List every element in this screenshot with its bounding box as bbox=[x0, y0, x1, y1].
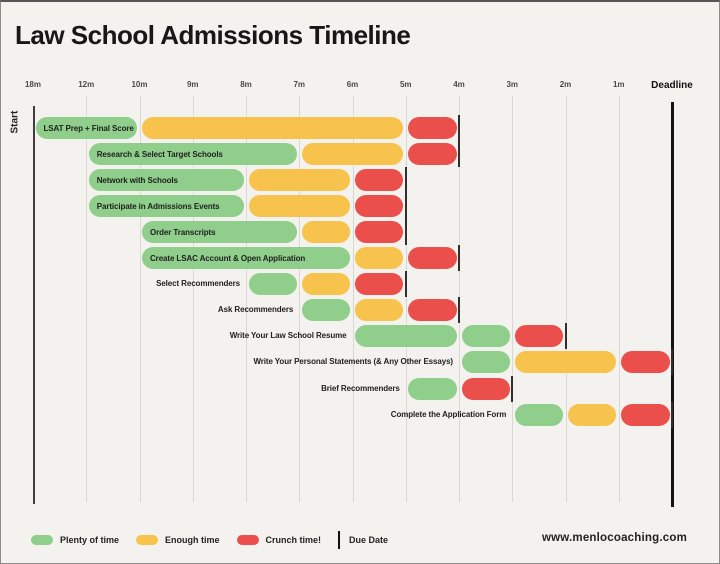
axis-tick-label: 3m bbox=[506, 80, 519, 89]
task-label: Participate in Admissions Events bbox=[96, 201, 220, 211]
axis-tick-label: 8m bbox=[240, 80, 252, 89]
axis-tick-label: 9m bbox=[186, 80, 199, 89]
bar-segment-green bbox=[89, 143, 297, 165]
bar-segment-green bbox=[142, 247, 350, 269]
bar-segment-green bbox=[515, 404, 563, 426]
task-label: Write Your Personal Statements (& Any Other Essays) bbox=[253, 357, 453, 367]
task-label: Write Your Law School Resume bbox=[229, 331, 347, 341]
axis-tick-label: 18m bbox=[24, 80, 41, 89]
due-date-tick bbox=[405, 193, 407, 219]
gridline bbox=[619, 96, 620, 502]
bar-segment-green bbox=[142, 221, 297, 243]
gridline bbox=[512, 96, 513, 502]
deadline-line bbox=[671, 102, 674, 507]
bar-segment-red bbox=[408, 117, 456, 139]
start-label: Start bbox=[9, 110, 21, 134]
axis-tick-label: 1m bbox=[612, 80, 625, 89]
due-date-tick bbox=[511, 376, 513, 402]
bar-segment-red bbox=[621, 351, 669, 373]
task-label: Brief Recommenders bbox=[321, 383, 400, 393]
bar-segment-green bbox=[249, 273, 297, 295]
bar-segment-red bbox=[355, 169, 403, 191]
axis-tick-label: 12m bbox=[78, 80, 95, 89]
due-date-tick bbox=[458, 297, 460, 323]
bar-segment-green bbox=[89, 195, 244, 217]
gridline bbox=[566, 96, 567, 502]
bar-segment-yellow bbox=[302, 143, 404, 165]
bar-segment-green bbox=[408, 378, 456, 400]
axis-tick-label: 2m bbox=[559, 80, 572, 89]
task-label: Complete the Application Form bbox=[390, 409, 507, 419]
legend-label-enough: Enough time bbox=[165, 535, 220, 545]
axis-tick-label: 5m bbox=[399, 80, 412, 89]
bar-segment-red bbox=[408, 299, 456, 321]
task-label: Ask Recommenders bbox=[217, 305, 294, 315]
task-label: Research & Select Target Schools bbox=[96, 149, 223, 159]
axis-tick-label: 6m bbox=[346, 80, 359, 89]
bar-segment-red bbox=[408, 247, 456, 269]
legend bbox=[31, 531, 405, 549]
gridline bbox=[406, 96, 407, 502]
bar-segment-red bbox=[355, 195, 403, 217]
due-date-tick-icon bbox=[338, 531, 340, 549]
due-date-tick bbox=[405, 219, 407, 245]
legend-swatch-enough bbox=[136, 535, 158, 545]
axis-tick-label: 10m bbox=[131, 80, 148, 89]
bar-segment-yellow bbox=[355, 299, 403, 321]
bar-segment-green bbox=[462, 351, 510, 373]
task-label: Create LSAC Account & Open Application bbox=[150, 253, 306, 263]
due-date-tick bbox=[671, 349, 673, 375]
bar-segment-yellow bbox=[249, 195, 351, 217]
bar-segment-red bbox=[355, 221, 403, 243]
bar-segment-green bbox=[89, 169, 244, 191]
legend-label-plenty: Plenty of time bbox=[60, 535, 120, 545]
bar-segment-red bbox=[515, 325, 563, 347]
task-label: Network with Schools bbox=[96, 175, 178, 185]
bar-segment-yellow bbox=[302, 273, 350, 295]
bar-segment-yellow bbox=[249, 169, 351, 191]
bar-segment-red bbox=[621, 404, 669, 426]
legend-swatch-plenty bbox=[31, 535, 53, 545]
due-date-tick bbox=[458, 245, 460, 271]
task-label: LSAT Prep + Final Score bbox=[43, 123, 134, 133]
bar-segment-red bbox=[462, 378, 510, 400]
due-date-tick bbox=[458, 115, 460, 141]
legend-label-due-date: Due Date bbox=[349, 535, 389, 545]
axis-tick-label: 7m bbox=[293, 80, 306, 89]
due-date-tick bbox=[405, 271, 407, 297]
bar-segment-yellow bbox=[515, 351, 617, 373]
task-label: Order Transcripts bbox=[150, 227, 216, 237]
bar-segment-yellow bbox=[142, 117, 403, 139]
bar-segment-green bbox=[36, 117, 138, 139]
bar-segment-red bbox=[355, 273, 403, 295]
website-url: www.menlocoaching.com bbox=[542, 532, 687, 544]
due-date-tick bbox=[458, 141, 460, 167]
bar-segment-green bbox=[355, 325, 457, 347]
bar-segment-green bbox=[462, 325, 510, 347]
gridline bbox=[299, 96, 300, 502]
due-date-tick bbox=[405, 167, 407, 193]
axis-tick-label: 4m bbox=[453, 80, 465, 89]
legend-label-crunch: Crunch time! bbox=[265, 535, 322, 545]
bar-segment-red bbox=[408, 143, 456, 165]
bar-segment-yellow bbox=[355, 247, 403, 269]
due-date-tick bbox=[565, 323, 567, 349]
bar-segment-yellow bbox=[568, 404, 616, 426]
axis-tick-label: Deadline bbox=[651, 80, 693, 91]
bar-segment-green bbox=[302, 299, 350, 321]
task-label: Select Recommenders bbox=[156, 279, 240, 289]
due-date-tick bbox=[671, 402, 673, 428]
legend-swatch-crunch bbox=[237, 535, 259, 545]
page-title: Law School Admissions Timeline bbox=[15, 20, 411, 50]
bar-segment-yellow bbox=[302, 221, 350, 243]
